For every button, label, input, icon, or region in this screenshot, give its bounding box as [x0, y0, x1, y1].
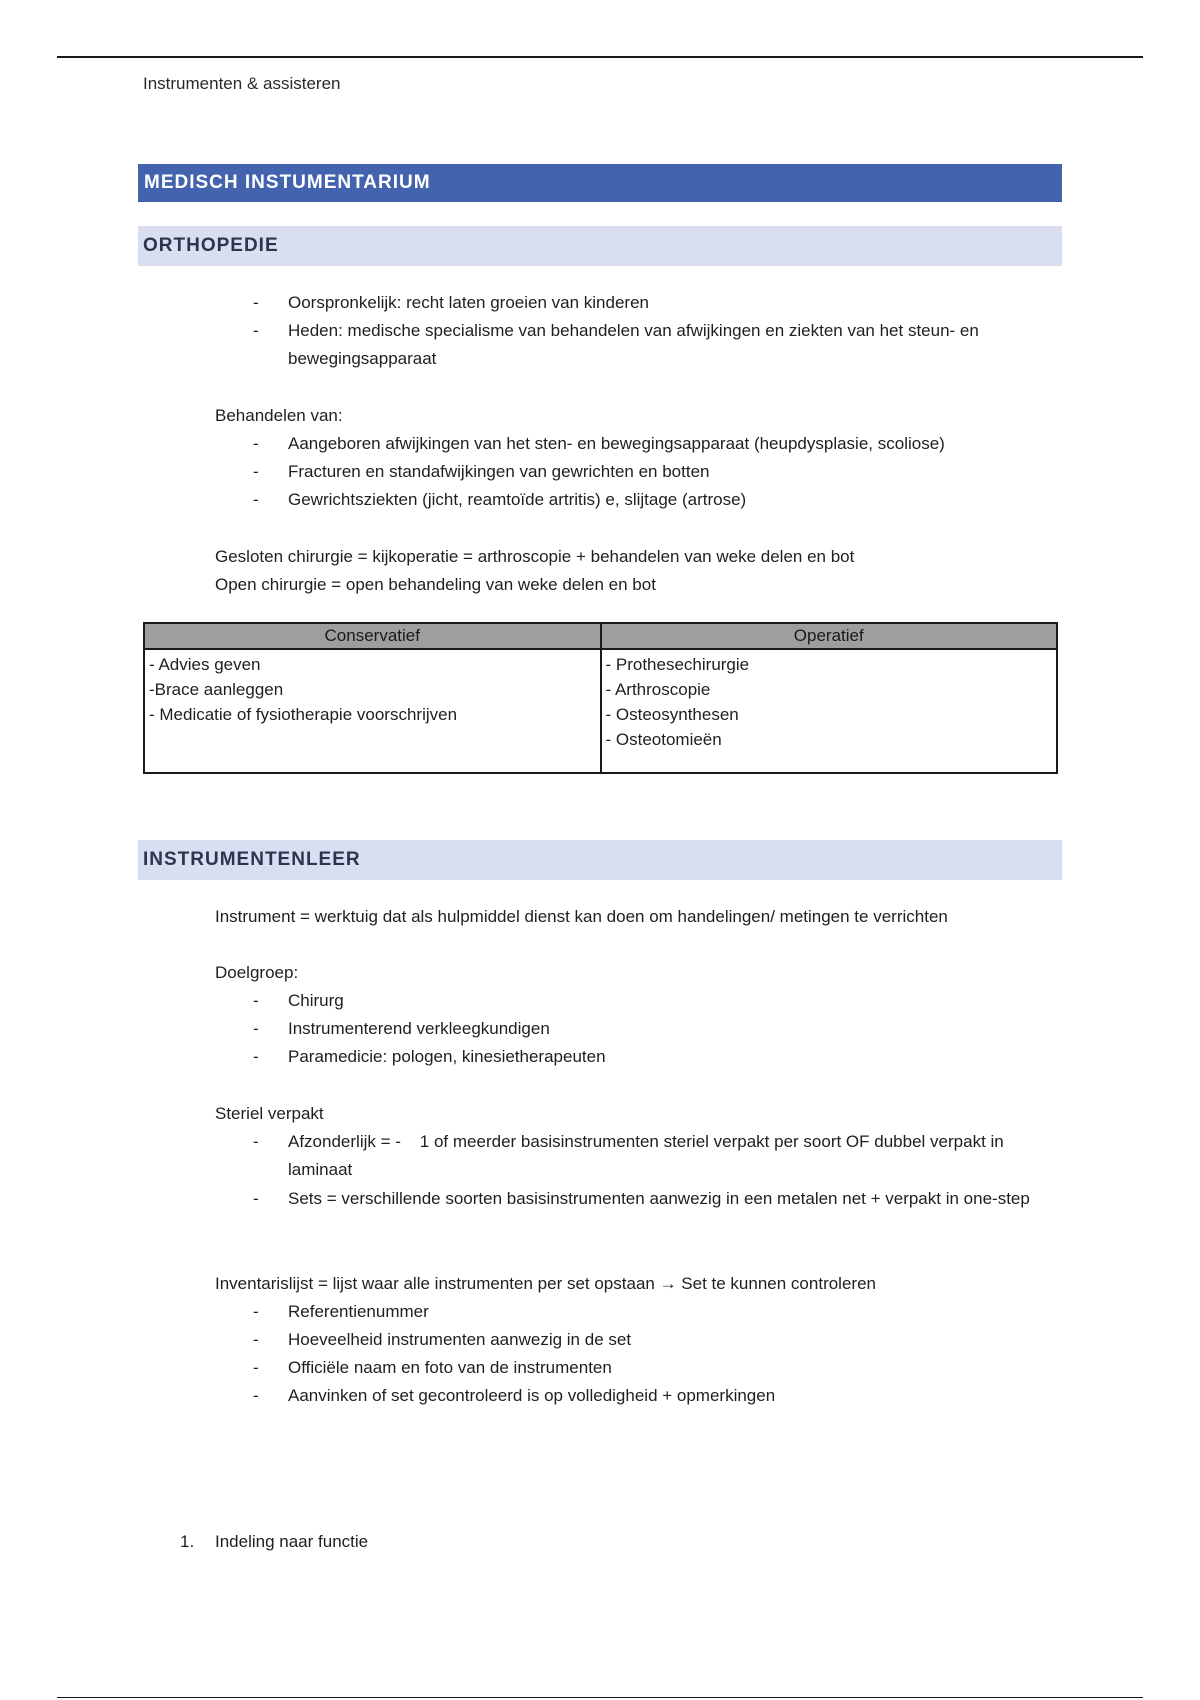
table-item: - Medicatie of fysiotherapie voorschrijven: [149, 705, 458, 724]
table-item: - Advies geven: [149, 655, 261, 674]
table-header-conservatief: Conservatief: [144, 623, 601, 649]
list-item: Sets = verschillende soorten basisinstrumenten aanwezig in een metalen net + verpakt in one-step: [288, 1189, 1030, 1208]
table-item: - Osteotomieën: [605, 730, 722, 749]
table-header-operatief: Operatief: [601, 623, 1058, 649]
steriel-label: Steriel verpakt: [215, 1104, 324, 1123]
table-item: - Arthroscopie: [605, 680, 711, 699]
list-item: Officiële naam en foto van de instrumenten: [288, 1358, 612, 1377]
list-item: Aanvinken of set gecontroleerd is op volledigheid + opmerkingen: [288, 1386, 776, 1405]
list-item: Chirurg: [288, 991, 344, 1010]
list-item: Instrumenterend verkleegkundigen: [288, 1019, 550, 1038]
instrument-definition: Instrument = werktuig dat als hulpmiddel dienst kan doen om handelingen/ metingen te verrichten: [215, 907, 948, 926]
header-rule: [57, 56, 1143, 58]
operatief-cell: [601, 649, 1058, 773]
table-item: - Osteosynthesen: [605, 705, 739, 724]
table-item: - Prothesechirurgie: [605, 655, 750, 674]
bullet-dash: -: [253, 1386, 259, 1405]
section-title-medisch: MEDISCH INSTUMENTARIUM: [138, 164, 1062, 202]
conservatief-cell: [144, 649, 601, 773]
list-item: Hoeveelheid instrumenten aanwezig in de set: [288, 1330, 632, 1349]
open-chirurgie: Open chirurgie = open behandeling van weke delen en bot: [215, 575, 656, 594]
bullet-dash: -: [253, 1302, 259, 1321]
list-item: Heden: medische specialisme van behandelen van afwijkingen en ziekten van het steun- en bewegingsapparaat: [288, 321, 979, 368]
doelgroep-label: Doelgroep:: [215, 963, 299, 982]
footer-rule: [57, 1697, 1143, 1698]
bullet-dash: -: [253, 490, 259, 509]
list-text: Indeling naar functie: [215, 1532, 369, 1551]
bullet-dash: -: [253, 991, 259, 1010]
bullet-dash: -: [253, 1019, 259, 1038]
bullet-dash: -: [253, 321, 259, 340]
list-item: Paramedicie: pologen, kinesietherapeuten: [288, 1047, 606, 1066]
gesloten-chirurgie: Gesloten chirurgie = kijkoperatie = arthroscopie + behandelen van weke delen en bot: [215, 547, 855, 566]
section-title-orthopedie: ORTHOPEDIE: [138, 226, 1062, 266]
bullet-dash: -: [253, 1189, 259, 1208]
bullet-dash: -: [253, 293, 259, 312]
list-item: Aangeboren afwijkingen van het sten- en bewegingsapparaat (heupdysplasie, scoliose): [288, 434, 945, 453]
list-item: Gewrichtsziekten (jicht, reamtoïde artritis) e, slijtage (artrose): [288, 490, 747, 509]
bullet-dash: -: [253, 1047, 259, 1066]
page-header: Instrumenten & assisteren: [143, 74, 341, 93]
bullet-dash: -: [253, 1132, 259, 1151]
list-item: Afzonderlijk = - 1 of meerder basisinstrumenten steriel verpakt per soort OF dubbel verpakt in laminaat: [288, 1132, 1009, 1179]
behandelen-label: Behandelen van:: [215, 406, 343, 425]
list-item: Fracturen en standafwijkingen van gewrichten en botten: [288, 462, 710, 481]
bullet-dash: -: [253, 462, 259, 481]
treatment-table: [143, 622, 1058, 774]
bullet-dash: -: [253, 1330, 259, 1349]
table-item: -Brace aanleggen: [149, 680, 284, 699]
list-item: Oorspronkelijk: recht laten groeien van kinderen: [288, 293, 649, 312]
numbered-item: [180, 1528, 369, 1556]
inventarislijst-label: Inventarislijst = lijst waar alle instrumenten per set opstaan → Set te kunnen controleren: [215, 1274, 876, 1293]
section-title-instrumentenleer: INSTRUMENTENLEER: [138, 840, 1062, 880]
bullet-dash: -: [253, 434, 259, 453]
list-number: 1.: [180, 1532, 195, 1551]
list-item: Referentienummer: [288, 1302, 429, 1321]
bullet-dash: -: [253, 1358, 259, 1377]
